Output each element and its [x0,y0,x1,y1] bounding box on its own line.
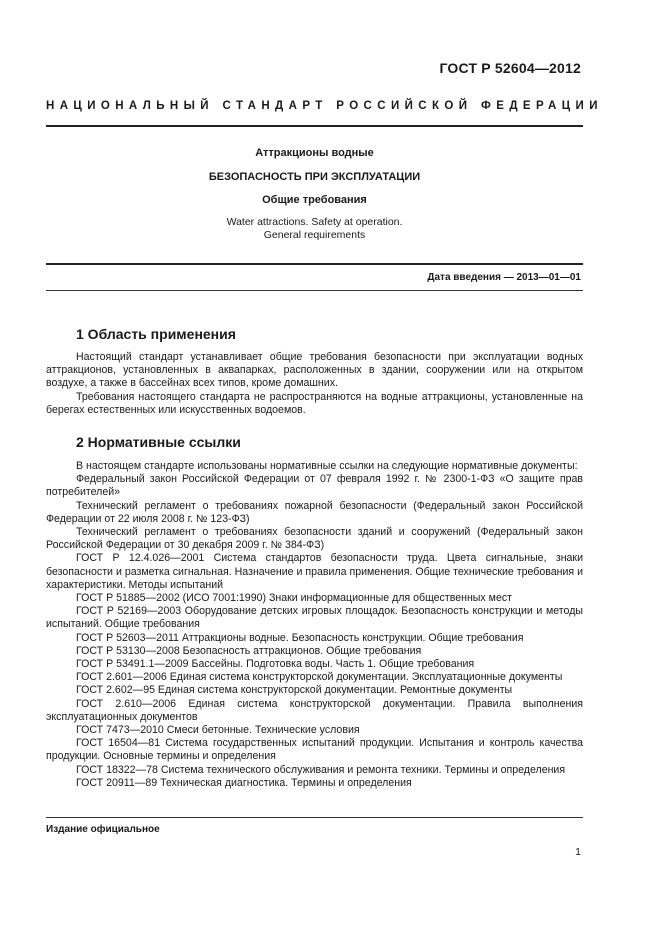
date-divider [46,290,583,291]
reference-item: Технический регламент о требованиях безопасности зданий и сооружений (Федеральный закон Российской Федерации от 30 декабря 2009 г. № 384-ФЗ) [46,526,583,552]
reference-item: ГОСТ Р 51885—2002 (ИСО 7001:1990) Знаки информационные для общественных мест [76,592,512,605]
reference-item: Федеральный закон Российской Федерации от 07 февраля 1992 г. № 2300-1-ФЗ «О защите прав потребителей» [46,473,583,499]
page-number: 1 [575,846,581,858]
reference-item: ГОСТ 2.602—95 Единая система конструкторской документации. Ремонтные документы [76,684,513,697]
national-standard-header: НАЦИОНАЛЬНЫЙ СТАНДАРТ РОССИЙСКОЙ ФЕДЕРАЦИИ [46,100,603,112]
reference-item: Технический регламент о требованиях пожарной безопасности (Федеральный закон Российской Федерации от 22 июля 2008 г. № 123-ФЗ) [46,499,583,525]
reference-item: ГОСТ 7473—2010 Смеси бетонные. Технические условия [76,724,360,737]
reference-item: ГОСТ Р 12.4.026—2001 Система стандартов безопасности труда. Цвета сигнальные, знаки безопасности и разметка сигнальная. Назначение и правила применения. Общие технические требования и характеристики. Методы испытаний [46,552,583,591]
reference-intro: В настоящем стандарте использованы нормативные ссылки на следующие нормативные документы: [76,460,578,472]
reference-item: ГОСТ 2.601—2006 Единая система конструкторской документации. Эксплуатационные документы [76,671,563,684]
title-subtitle: Общие требования [262,194,367,206]
header-divider [46,125,583,127]
section-2-heading: 2 Нормативные ссылки [76,434,241,450]
title-english-line1: Water attractions. Safety at operation. [226,216,403,228]
reference-item: ГОСТ Р 52169—2003 Оборудование детских игровых площадок. Безопасность конструкции и методы испытаний. Общие требования [46,605,583,631]
title-subject: Аттракционы водные [255,147,374,159]
title-divider [46,263,583,265]
title-english-line2: General requirements [263,229,366,241]
introduction-date: Дата введения — 2013—01—01 [427,272,581,283]
title-english [46,216,583,242]
reference-item: ГОСТ 20911—89 Техническая диагностика. Термины и определения [76,776,412,789]
document-number: ГОСТ Р 52604—2012 [439,60,581,76]
title-block [46,146,583,242]
normative-references-list [46,460,583,790]
reference-item: ГОСТ 16504—81 Система государственных испытаний продукции. Испытания и контроль качества продукции. Основные термины и определения [46,737,583,763]
reference-item: ГОСТ Р 52603—2011 Аттракционы водные. Безопасность конструкции. Общие требования [76,631,524,644]
section-1-paragraph: Настоящий стандарт устанавливает общие требования безопасности при эксплуатации водных аттракционов, установленных в аквапарках, расположенных в здании, сооружении или на открытом воздухе, а также в бассейнах всех типов, кроме домашних. [46,351,583,390]
reference-item: ГОСТ Р 53491.1—2009 Бассейны. Подготовка воды. Часть 1. Общие требования [76,658,475,671]
reference-item: ГОСТ 18322—78 Система технического обслуживания и ремонта техники. Термины и определения [76,763,566,776]
reference-item: ГОСТ 2.610—2006 Единая система конструкторской документации. Правила выполнения эксплуатационных документов [46,697,583,723]
section-1-heading: 1 Область применения [76,326,236,342]
title-main: БЕЗОПАСНОСТЬ ПРИ ЭКСПЛУАТАЦИИ [208,171,421,183]
reference-item: ГОСТ Р 53130—2008 Безопасность аттракционов. Общие требования [76,644,422,657]
section-1-paragraph: Требования настоящего стандарта не распространяются на водные аттракционы, установленные на берегах естественных или искусственных водоемов. [46,391,583,417]
footer-divider [46,817,583,818]
official-edition-note: Издание официальное [46,824,160,835]
